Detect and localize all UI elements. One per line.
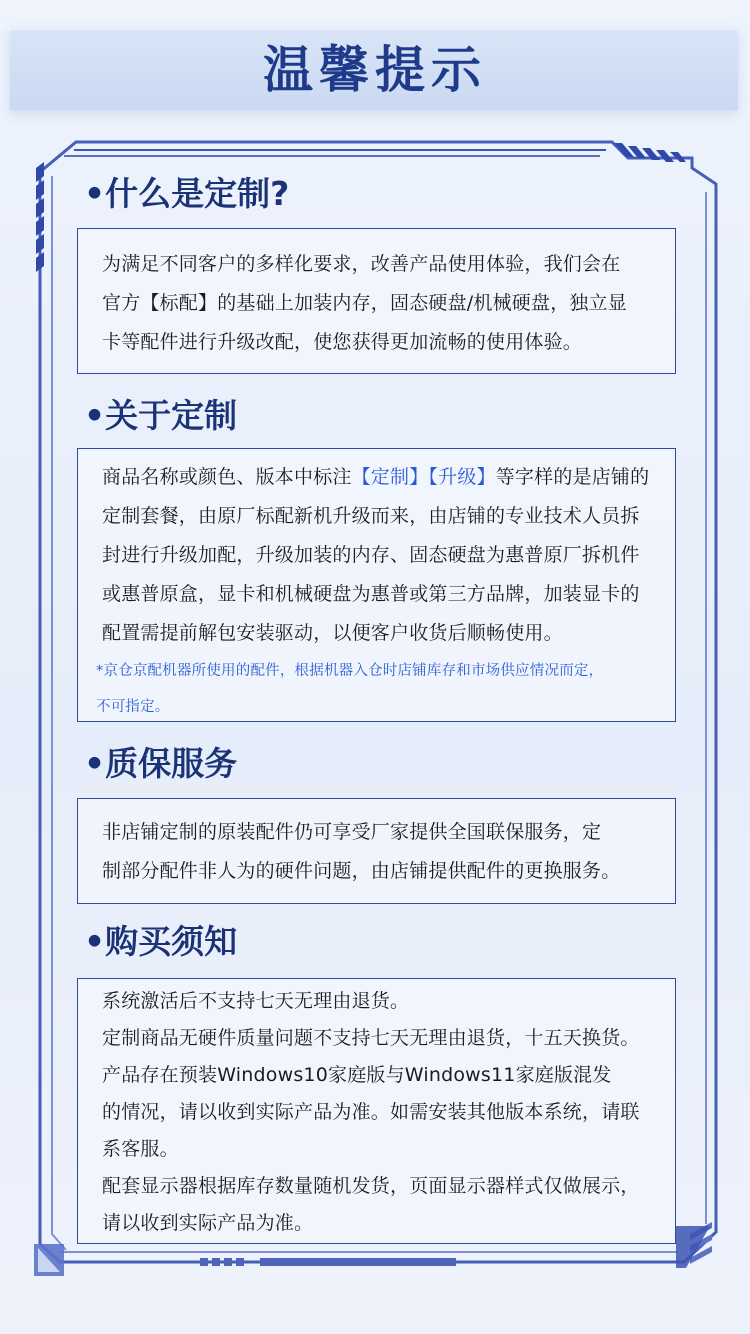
text-line: 配置需提前解包安装驱动，以便客户收货后顺畅使用。 — [102, 622, 563, 644]
bottom-bar-decoration — [200, 1258, 456, 1266]
text-line: 的情况，请以收到实际产品为准。如需安装其他版本系统，请联 — [102, 1101, 640, 1123]
text-line: 或惠普原盒，显卡和机械硬盘为惠普或第三方品牌，加装显卡的 — [102, 583, 640, 605]
text-segment: 等字样的是店铺的 — [495, 466, 650, 488]
highlight-tag-upgrade: 【升级】 — [428, 466, 496, 488]
section-heading-what-is-custom: •什么是定制? — [84, 174, 290, 213]
note-line: *京仓京配机器所使用的配件，根据机器入仓时店铺库存和市场供应情况而定， — [96, 663, 604, 679]
section-heading-about-custom: •关于定制 — [84, 396, 238, 435]
text-line: 产品存在预装Windows10家庭版与Windows11家庭版混发 — [102, 1064, 612, 1086]
page-title: 温馨提示 — [263, 41, 487, 99]
section-box-what-is-custom — [77, 228, 676, 374]
text-line: 卡等配件进行升级改配，使您获得更加流畅的使用体验。 — [102, 331, 583, 353]
text-line: 定制商品无硬件质量问题不支持七天无理由退货，十五天换货。 — [102, 1027, 640, 1049]
text-line: 系统激活后不支持七天无理由退货。 — [102, 990, 410, 1012]
section-box-about-custom — [77, 448, 676, 722]
text-line: 为满足不同客户的多样化要求，改善产品使用体验，我们会在 — [102, 253, 621, 275]
section-box-warranty — [77, 798, 676, 904]
text-line: 封进行升级加配，升级加装的内存、固态硬盘为惠普原厂拆机件 — [102, 544, 640, 566]
section-box-purchase-notice — [77, 978, 676, 1244]
text-line: 系客服。 — [102, 1138, 179, 1160]
text-line: 非店铺定制的原装配件仍可享受厂家提供全国联保服务，定 — [102, 821, 602, 843]
text-line: 制部分配件非人为的硬件问题，由店铺提供配件的更换服务。 — [102, 860, 621, 882]
text-line: 定制套餐，由原厂标配新机升级而来，由店铺的专业技术人员拆 — [102, 505, 640, 527]
text-line: 请以收到实际产品为准。 — [102, 1212, 314, 1234]
section-heading-purchase-notice: •购买须知 — [84, 922, 238, 961]
text-line: 官方【标配】的基础上加装内存，固态硬盘/机械硬盘，独立显 — [102, 292, 628, 314]
text-line — [78, 458, 675, 497]
section-heading-warranty: •质保服务 — [84, 744, 238, 783]
text-line: 配套显示器根据库存数量随机发货，页面显示器样式仅做展示， — [102, 1175, 640, 1197]
text-segment: 商品名称或颜色、版本中标注 — [102, 466, 352, 488]
highlight-tag-custom: 【定制】 — [351, 466, 429, 488]
note-line: 不可指定。 — [96, 699, 170, 715]
